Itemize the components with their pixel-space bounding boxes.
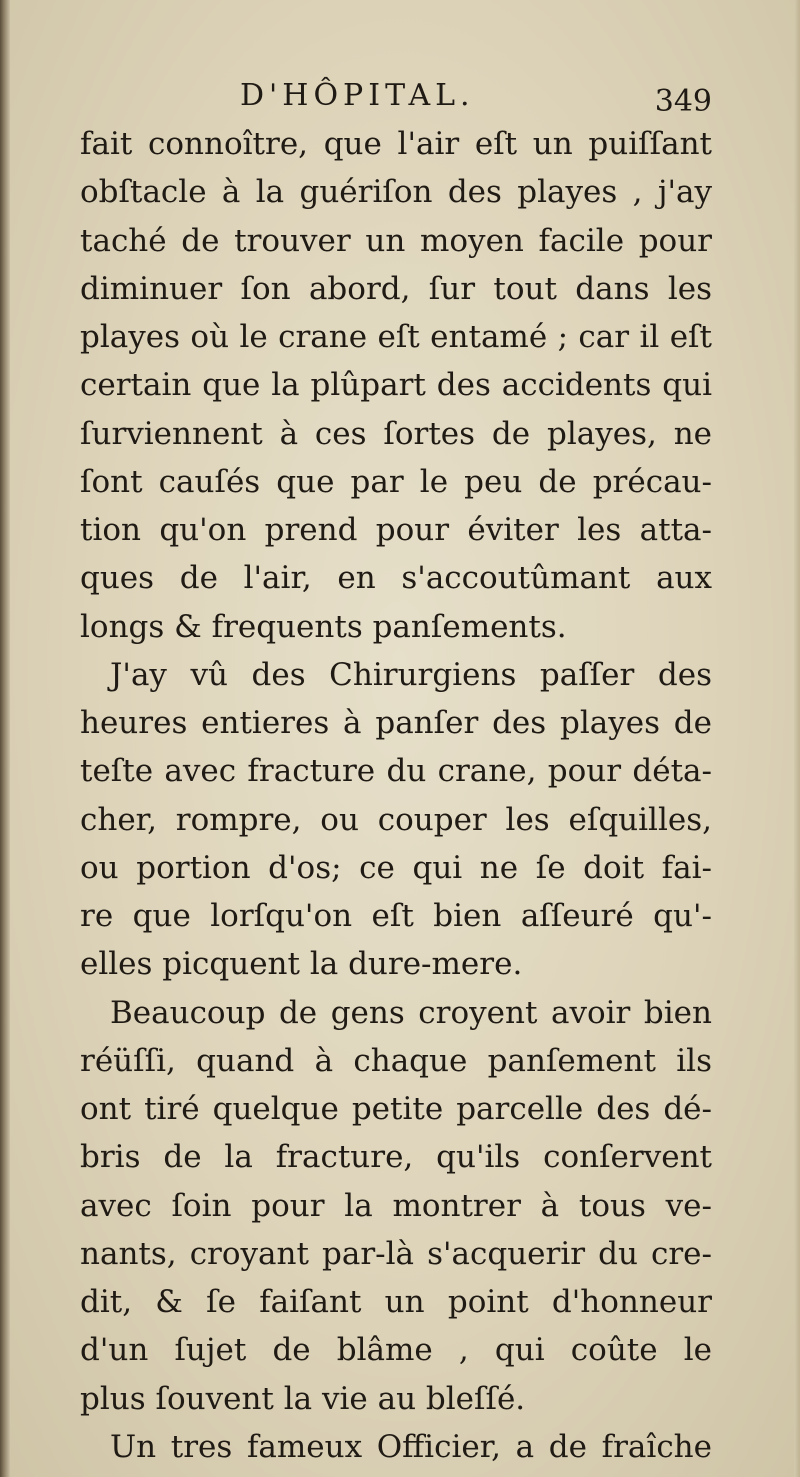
running-head: D'HÔPITAL. xyxy=(240,78,475,113)
text-line: heures entieres à panſer des playes de xyxy=(80,705,712,741)
text-line: J'ay vû des Chirurgiens paſſer des xyxy=(110,656,712,693)
text-line: taché de trouver un moyen facile pour xyxy=(80,222,712,259)
text-line: dit, & ſe faiſant un point d'honneur xyxy=(80,1284,712,1320)
text-line: Un tres fameux Officier, a de fraîche xyxy=(110,1428,712,1465)
text-line: playes où le crane eſt entamé ; car il eſt xyxy=(80,319,712,355)
body-text xyxy=(80,120,712,1471)
page-number: 349 xyxy=(654,84,712,119)
text-line: nants, croyant par-là s'acquerir du cre- xyxy=(80,1235,712,1272)
text-line: obſtacle à la guériſon des playes , j'ay xyxy=(80,174,712,211)
text-line: plus ſouvent la vie au bleſſé. xyxy=(80,1380,526,1417)
text-line: fait connoître, que l'air eſt un puiſſant xyxy=(80,126,712,162)
text-line: certain que la plûpart des accidents qui xyxy=(80,367,712,404)
text-line: cher, rompre, ou couper les eſquilles, xyxy=(80,801,712,838)
text-line: avec ſoin pour la montrer à tous ve- xyxy=(80,1187,712,1224)
text-line: ſurviennent à ces ſortes de playes, ne xyxy=(80,415,712,452)
page-edge xyxy=(794,0,800,1477)
text-line: re que lorſqu'on eſt bien aſſeuré qu'- xyxy=(80,898,712,934)
text-line: tion qu'on prend pour éviter les atta- xyxy=(80,512,712,548)
text-line: d'un ſujet de blâme , qui coûte le xyxy=(80,1332,712,1369)
text-line: teſte avec fracture du crane, pour déta- xyxy=(80,753,712,790)
text-line: bris de la fracture, qu'ils conſervent xyxy=(80,1139,712,1176)
text-line: ſont cauſés que par le peu de précau- xyxy=(80,463,712,500)
text-line: diminuer ſon abord, ſur tout dans les xyxy=(80,270,712,307)
text-line: ques de l'air, en s'accoutûmant aux xyxy=(80,560,712,597)
text-line: longs & frequents panſements. xyxy=(80,608,567,645)
text-line: elles picquent la dure-mere. xyxy=(80,946,523,983)
page-gutter xyxy=(0,0,10,1477)
page-header xyxy=(80,70,720,120)
text-line: réüſſi, quand à chaque panſement ils xyxy=(80,1042,712,1079)
text-line: ou portion d'os; ce qui ne ſe doit fai- xyxy=(80,849,712,886)
text-line: ont tiré quelque petite parcelle des dé- xyxy=(80,1091,712,1127)
text-line: Beaucoup de gens croyent avoir bien xyxy=(110,994,712,1031)
